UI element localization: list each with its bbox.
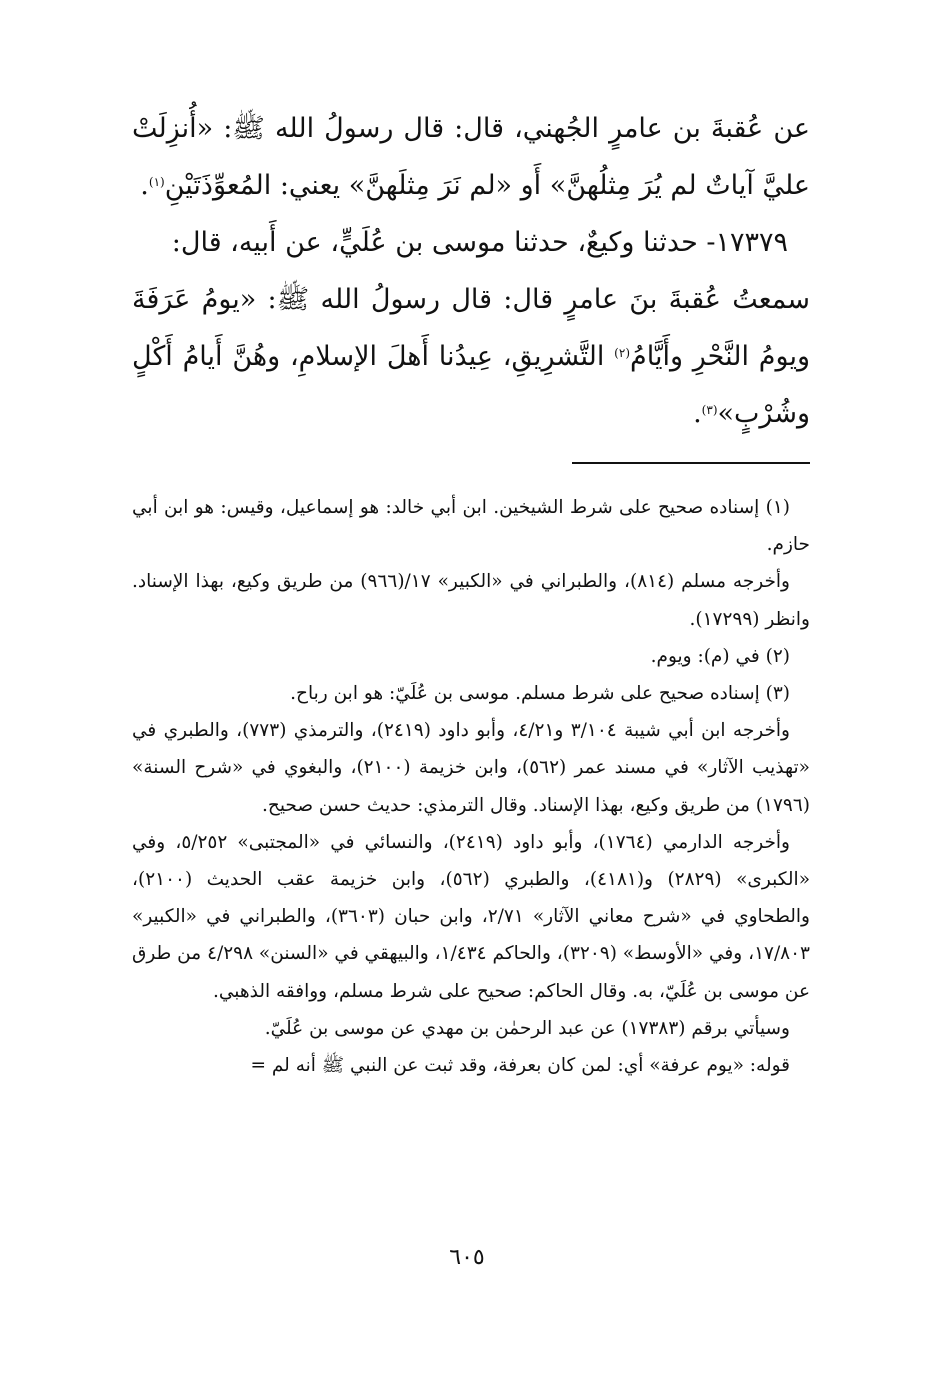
footnote-3-continuation-b: وأخرجه الدارمي (١٧٦٤)، وأبو داود (٢٤١٩)، والنسائي في «المجتبى» ٥/٢٥٢، وفي «الكبرى» (٢٨٢٩) و(٤١٨١)، والطبري (٥٦٢)، وابن خزيمة عقب الحديث (٢١٠٠)، والطحاوي في «شرح معاني الآثار» ٢/٧١، وابن حبان (٣٦٠٣)، والطبراني في «الكبير» ١٧/٨٠٣، وفي «الأوسط» (٣٢٠٩)، والحاكم ١/٤٣٤، والبيهقي في «السنن» ٤/٢٩٨ من طرق عن موسى بن عُلَيّ، به. وقال الحاكم: صحيح على شرط مسلم، ووافقه الذهبي. bbox=[132, 831, 811, 1002]
footnote-3: (٣) إسناده صحيح على شرط مسلم. موسى بن عُلَيّ: هو ابن رباح. bbox=[290, 683, 790, 705]
main-paragraph-3 bbox=[132, 271, 810, 442]
main-text bbox=[132, 100, 810, 442]
main-paragraph-3-text-b: التَّشرِيقِ، عِيدُنا أَهلَ الإسلامِ، وهُنَّ أَيامُ أَكْلٍ وشُرْبٍ» bbox=[132, 341, 810, 429]
footnote-separator bbox=[572, 462, 810, 464]
footnote-ref-3: (٣) bbox=[701, 403, 718, 417]
main-paragraph-1-end: . bbox=[140, 170, 149, 201]
footnote-1: (١) إسناده صحيح على شرط الشيخين. ابن أبي خالد: هو إسماعيل، وقيس: هو ابن أبي حازم. bbox=[132, 497, 810, 556]
main-paragraph-1-text: عن عُقبةَ بن عامرٍ الجُهني، قال: قال رسولُ الله ﷺ: «أُنزِلَتْ عليَّ آياتٌ لم يُرَ مِثلُهنَّ» أَو «لم نَرَ مِثلَهنَّ» يعني: المُعوِّذَتَيْنِ bbox=[132, 113, 810, 201]
footnote-3-continuation-c: وسيأتي برقم (١٧٣٨٣) عن عبد الرحمٰن بن مهدي عن موسى بن عُلَيّ. bbox=[264, 1017, 790, 1039]
main-paragraph-1 bbox=[132, 100, 810, 214]
footnote-ref-1: (١) bbox=[148, 175, 165, 189]
footnote-ref-2: (٢) bbox=[614, 346, 630, 360]
footnote-3-continuation-d: قوله: «يوم عرفة» أي: لمن كان بعرفة، وقد ثبت عن النبي ﷺ أنه لم = bbox=[250, 1055, 790, 1077]
footnotes bbox=[132, 489, 810, 1084]
main-paragraph-2: ١٧٣٧٩- حدثنا وكيعٌ، حدثنا موسى بن عُلَيٍّ، عن أَبيه، قال: bbox=[171, 227, 788, 258]
main-paragraph-3-end: . bbox=[693, 398, 702, 429]
footnote-3-continuation-a: وأخرجه ابن أبي شيبة ٣/١٠٤ و٤/٢١، وأبو داود (٢٤١٩)، والترمذي (٧٧٣)، والطبري في «تهذيب الآثار» في مسند عمر (٥٦٢)، وابن خزيمة (٢١٠٠)، والبغوي في «شرح السنة» (١٧٩٦) من طريق وكيع، بهذا الإسناد. وقال الترمذي: حديث حسن صحيح. bbox=[132, 720, 810, 816]
footnote-2: (٢) في (م): ويوم. bbox=[650, 645, 790, 667]
footnote-1-continuation: وأخرجه مسلم (٨١٤)، والطبراني في «الكبير» ١٧/(٩٦٦) من طريق وكيع، بهذا الإسناد. وانظر (١٧٢٩٩). bbox=[132, 571, 810, 630]
main-paragraph-3-text-a: سمعتُ عُقبةَ بنَ عامرٍ قال: قال رسولُ الله ﷺ: «يومُ عَرَفَةَ ويومُ النَّحْرِ وأَيَّامُ bbox=[132, 284, 810, 372]
page-number: ٦٠٥ bbox=[449, 1245, 485, 1270]
